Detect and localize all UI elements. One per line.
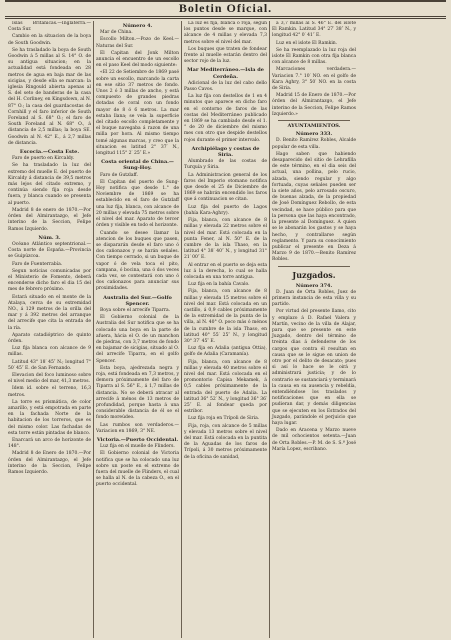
- section-heading: Número 374.: [295, 282, 333, 289]
- paragraph: Enarcará un arco de horizonte de 148°.: [8, 438, 91, 450]
- columns: [6, 21, 446, 638]
- column-3: [182, 21, 270, 638]
- section-heading: Victoria.—Puerto Occidental.: [96, 437, 179, 443]
- column-1: [6, 21, 94, 638]
- head-rule-double: [5, 18, 446, 19]
- paragraph: Las rumbos son verdaderos.—Variacion en 1869, 3° NE.: [96, 422, 179, 434]
- paragraph: Faro de Fuenterrabía.: [12, 261, 63, 267]
- paragraph: El Gobierno colonial de Victoria notifica que se ha colocado una luz sobre un poste en el extremo de fuera del muelle de Flinders, el cual se halla al N. de la cabeza O., en el puerto occidental.: [96, 451, 179, 488]
- section-divider: [278, 120, 350, 121]
- paragraph: Por virtud del presente llamo, cito y emplazo á D. Rafael Valera y Martín, vecino de la villa de Alajar, para que se presente en este Juzgado, dentro del término de treinta dias á defenderse de los cargos que contra él resultan en causa que se le sigue en union de otro por el delito de desacato; pues si así lo hace se le oirá y administrará justicia; y de lo contrario se sustanciará y terminará la causa en su ausencia y rebeldía, entendiéndose los traslados y notificaciones que en ella se pudieran dar, y demás diligencias que se ejecuten en los Estrados del Juzgado, parándole el perjuicio que haya lugar.: [272, 309, 356, 426]
- paragraph: La Administracion general de los faros del Imperio otomano notifica que desde el 25 de Diciembre de 1869 se habrán encendido los faros que á continuacion se citan.: [184, 172, 267, 203]
- paragraph: Luz fija blanca con alcance de 9 millas.: [8, 346, 91, 358]
- section-heading: Núm. 3.: [38, 234, 61, 241]
- paragraph: Esta boya, ajedrezada negra y roja, está fondeada en 7,3 metros, y demora próximamente del faro de Tiparra al S. 56° E., á 1,7 millas de distancia. No se deberá atracar al arrecife á ménos de 13 metros de profundidad, porque hasta á una considerable distancia de él se el fondo moreúdeo.: [96, 365, 179, 421]
- paragraph: El Capitan del Jonk Milton anuncia el encuentro de un escollo en el paso Keel del modo siguiente:: [96, 50, 179, 69]
- paragraph: Latitud 43° 18′ 45″ N.; longitud 7° 50′ 45″ E. de San Fernando.: [8, 359, 91, 371]
- section-heading: Australia del Sur.—Golfo Spencer.: [103, 294, 172, 307]
- section-heading: Mar Mediterráneo.—Isla de Cerdeña.: [187, 67, 264, 80]
- section-heading: Juzgados.: [292, 269, 336, 280]
- paragraph: D. Benito Ramírez Robles, Alcalde popular de esta villa.: [272, 138, 356, 150]
- paragraph: Mar de China.: [100, 30, 133, 36]
- paragraph: Aparato catadióptrico de quinto órden.: [8, 332, 91, 344]
- paragraph: Se ha trasladado la boya de South Goodwin á 5 millas al S. 14° O. de su antigua situacion; en la actualidad está fondeada en 28 metros de agua en baja mar de las sicigias, y desde ella se marcan: la iglesia Ringould abierta apenas al S. del seto de banderas de la casa del H. Corliney, en Kingsdown, al N. 87° O.; la casa del guardacostas de Cornhill y el faro inferior de South Foreland al S. 68° O.; el faro de South Foreland al N. 68° O., á distancia de 2,5 millas; la boya SE. Goodwin al N. 42° E., á 2,7 millas de distancia.: [8, 47, 91, 146]
- paragraph: Adicional de la luz del cabo dello Passo Cavos.: [184, 80, 267, 93]
- paragraph: Los buques que traten de fondear frente al muelle estarán dentro del sector rojo de la luz.: [184, 46, 267, 65]
- paragraph: Se ha trasladado la luz del extremo del muelle E. del puerto de Kircaldy á distancia de 39,5 metros más lejos del citado extremo, y continúa siendo fija roja desde fuera, y blanca cuando se presenta al puerto.: [8, 163, 91, 206]
- paragraph: D. Juan de Orta Robles, Juez de primera instancia de esta villa y su partido.: [272, 289, 356, 308]
- paragraph: Cuando se desee llamar la atencion de los buques que pasen, se dispararán desde el faro uno ó dos cañonazos y se harán señales. Con tiempo cerrado, si un buque de vapor ó de vela toca el pito, campana, ó bocina, una ó dos veces cada vez, se contestará con uno ó dos cañonazos para anunciar sus proximidades.: [96, 230, 179, 292]
- paragraph: Islas Británicas.—Inglaterra.—Costa Sur.: [8, 21, 91, 33]
- paragraph: Fija, blanca, con alcance de 8 millas y elevada 22 metros sobre el nivel del mar. Está colocada en la punta Fener, al N. 50° E. de la cumbre de la isla Thaso, en la latitud 4° 38′ 40″ N., y longitud 31° 21′ 00″ E.: [184, 218, 267, 261]
- running-head: Boletin Oficial.: [178, 1, 273, 15]
- paragraph: Madrid 8 de Enero de 1870.—Por órden del Almirantazgo, el Jefe interino de la Seccion, Felipe Ramos Izquierdo.: [8, 451, 91, 476]
- paragraph: La torre es prismática, de color amarillo, y está empotrada en parte en la fachada Norte de la habitacion de los torreros, que es del mismo color. Las fachadas de esta torre están pintadas de blanco.: [8, 399, 91, 436]
- section-heading: Número 333.: [295, 131, 333, 138]
- section-heading: AYUNTAMIENTOS.: [287, 123, 341, 130]
- paragraph: Luz fija en Adalia (antigua Ottia), golfo de Adalia (Caramanía).: [184, 346, 267, 358]
- section-heading: Archipiélago y costas de Siria.: [191, 145, 260, 159]
- paragraph: El Gobierno colonial de la Australia del Sur notifica que se ha colocado una boya en la parte de afuera, hácia el O. de un manchon de piedras, con 3,7 metros de fondo en bajamar de sicigias, situado al O. del arrecife Tiparra, en el golfo Spencer.: [96, 315, 179, 364]
- paragraph: Faro de puerto en Kircaldy.: [12, 156, 75, 162]
- paragraph: Fija, roja, con alcance de 5 millas y elevada 13 metros sobre el nivel del mar. Está colocada en la puntita de la Aguadas de los faros de Trípoli, á 30 metros próximamente de la oficina de sanidad,: [184, 423, 267, 460]
- paragraph: «El 22 de Setiembre de 1869 pasé sobre un escollo, marcando la carta en ese sitio 37 metros de fondo. Unos 2 ó 3 millas de ancho, y está compuesto de grandes piedras dotadas de coral con un fondo mayor de 8 ó 6 metros. La mar estaba llana; se veía la superficie del citado escollo completamente y el buque navegaba á razon de una milla por hora. Al mismo tiempo tomé algunas marcas, y creo que la situacion es latitud 2° 37′ N., longitud 115° 2′ 25″ E.»: [96, 70, 179, 157]
- head-rule: [5, 16, 446, 17]
- section-divider: [278, 266, 350, 267]
- paragraph: El Capitan del puerto de Sung-Hoy notifica que desde 1.° de Noviembre de 1869 se ha establecido en el faro de Gutzlaff una luz fija, blanca, con alcance de 20 millas y elevada 75 metros sobre el nivel del mar. Aparato de tercer órden y visible en todo el horizonte.: [96, 179, 179, 229]
- paragraph: Escollo Milton.—Pozo de Keel.—Naturas del Sur.: [96, 37, 179, 49]
- column-4: [270, 21, 358, 638]
- paragraph: La luz fija con destellos de 1 en 4 minutos que aparece en dicho faro en el contorno de faros de las costas del Mediterráneo publicado en 1869 se ha cambiado desde el 1.° de 20 de diciembre del mismo mes con otro que despide destellos rojos durante el primer intervalo.: [184, 94, 267, 143]
- paragraph: Luz fija roja en Trípoli de Siria.: [188, 416, 260, 422]
- paragraph: Luz fija del puerto de Lagos (bahía Kara-Aghry).: [184, 204, 267, 216]
- paragraph: Hago saber: que habiendo desaparecido del sitio de Lehrafilla de este término, en el dia seis del actual, una pollina, pelo rucio, alzada, siendo regular y algo fortuada, cuyas señales pueden ser la siete años, pelo arrosado oscuro, de buenas alzada, de la propiedad de José Domínguez Rebollo, de esta vecindad, se hace público para que la persona que las haya encontrado, la presente al Domínguez. A quien se le abonarán los gastos y se haya hecho, y contrallarse según reglamento. Y para su conocimiento publicar el presente en Deza á Marzo 9 de 1870.—Benito Ramírez Robles.: [272, 151, 356, 263]
- paragraph: Madrid 15 de Enero de 1870.—Por órden del Almirantazgo, el Jefe interino de la Seccion, Felipe Ramos Izquierdo.»: [272, 93, 356, 117]
- paragraph: Luz fija en el muelle de Flinders.: [100, 444, 175, 450]
- paragraph: Fija, blanca, con alcance de 8 millas y elevada 15 metros sobre el nivel del mar. Está colocada en un castillo, á 0,9 cables próximamente de la extremidad de la punta de la villa, al N. 40° O. poco más ó ménos de la cumbre de la isla Thaso, en latitud 40° 55′ 25″ N., y longitud 30° 37′ 45″ E.: [184, 289, 267, 344]
- paragraph: á 3,7 millas al S. 46° E. del islote El Ramkin. Latitud 34° 27′ 38″ N., y longitud 42° 0′ 41″ E.: [272, 21, 356, 39]
- paragraph: Idem id. sobre el terreno, 16,3 metros.: [8, 386, 91, 398]
- paragraph: Luz fija en la bahía Cavalo.: [188, 282, 250, 288]
- paragraph: Marcaciones verdadera.—Variacion 7.° 10′ NO. en el golfo de Kara Aghry, 3° 50′ NO. en la costa de Siria.: [272, 67, 356, 92]
- paragraph: Segun noticias comunicadas por el Ministerio de Fomento, deberá encenderse dicho faro el dia 15 del mes de febrero próximo.: [8, 268, 91, 293]
- paragraph: Faro de Gutzlaff.: [100, 172, 139, 178]
- paragraph: Fija, blanca, con alcance de 8 millas y elevada 40 metros sobre el nivel del mar. Está colocada en el promontorio Capisa Mekamek, á 0,5 cables próximamente de la entrada del puerto de Adalia. La latitud 36° 52′ N., y longitud 36° 36′ 25″ E. al fondear queda por estribor.: [184, 359, 267, 415]
- paragraph: Luz en el islote El Ramkin.: [276, 40, 338, 46]
- paragraph: Boya sobre el arrecife Tiparra.: [100, 307, 171, 313]
- paragraph: Alumbrado de las costas de Turquía y Siria.: [184, 159, 267, 171]
- paragraph: Estará situado en el monte de la Atalaya, cerca de su extremidad NO., á 129 metros de la orilla del mar y á 392 metros del arranque del arrecife que cita la entrada de la ría.: [8, 294, 91, 331]
- paragraph: Elevacion del foco luminoso sobre el nivel medio del mar, 41,3 metros.: [8, 372, 91, 385]
- section-heading: Escocia.—Costa Este.: [19, 149, 80, 156]
- column-2: [94, 21, 182, 638]
- section-heading: Número 4.: [122, 23, 153, 29]
- section-heading: Costa oriental de China.—Sung-Hoy.: [101, 159, 174, 172]
- paragraph: Cambio en la situacion de la boya de South Goodwin.: [8, 34, 91, 46]
- paragraph: Océano Atlántico septentrional.—Costa norte de España.—Provincia se Guipúzcoa.: [8, 241, 91, 260]
- paragraph: Al entrar en el puerto se deja esta luz á la derecha, lo cual se halla colocada en una torre antigua.: [184, 262, 267, 280]
- paragraph: Se ha reemplazado la luz roja del islote El Ramkin con otra fija blanca con alcance de 8 millas.: [272, 47, 356, 66]
- paragraph: Dado en Aracena y Marzo nueve de mil ochocientos setenta.—Juan de Orta Robles.—P. M. de S. S.ª José María Lopez, escribano.: [272, 428, 356, 452]
- paragraph: La luz es fija, blanca ó roja, segun los puntos desde se marque, con alcance de 4 millas y elevada 7,3 metros sobre el nivel del mar.: [184, 21, 267, 45]
- paragraph: Madrid 8 de enero de 1870.—Por órden del Almirantazgo, el Jefe interino de la Seccion, Felipe Ramos Izquierdo.: [8, 207, 91, 232]
